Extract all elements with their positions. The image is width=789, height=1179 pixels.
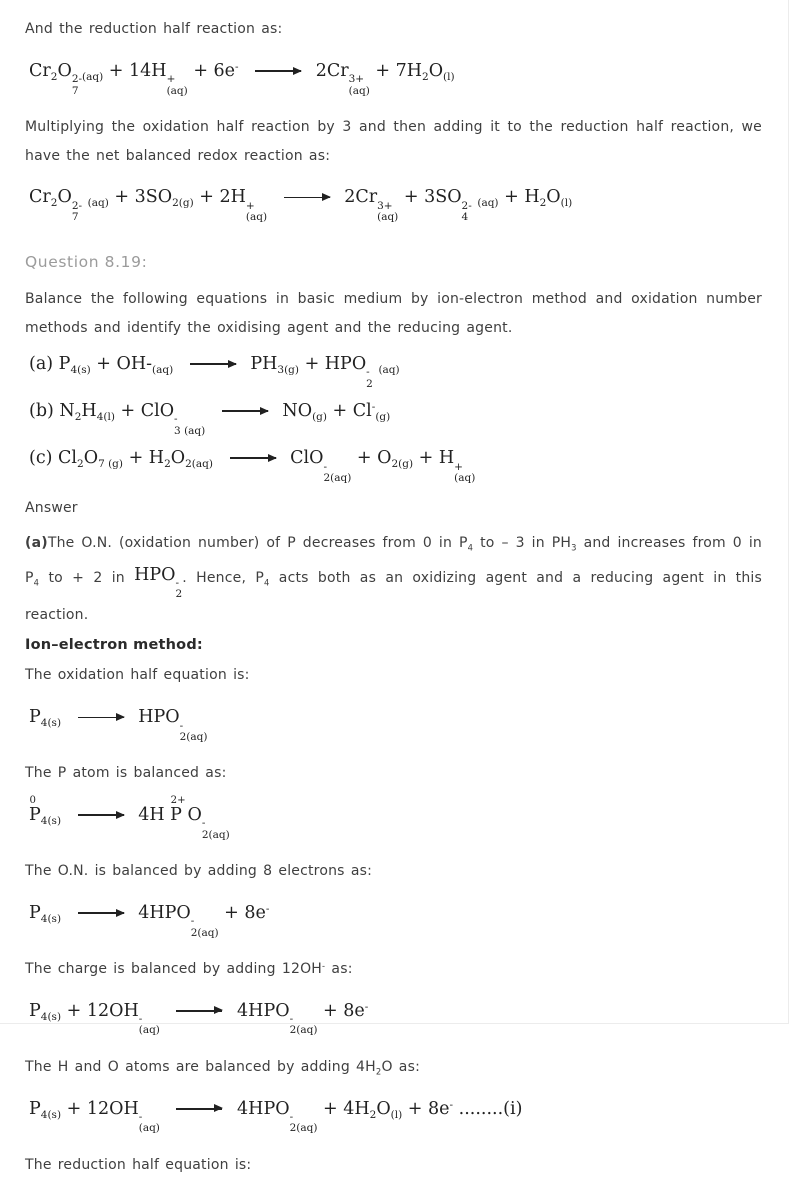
reaction-arrow-icon <box>230 457 276 459</box>
charge-subscript-stack: 2- 4 <box>461 199 472 224</box>
charge-subscript-stack: 2- 7 <box>71 199 83 224</box>
chemical-equation: $P_{4(s)}$ 4HPO - 2(aq) + 8e- <box>29 902 270 939</box>
charge-subscript-stack: - 2(aq) <box>289 1013 318 1037</box>
charge-subscript-stack: - 2 <box>175 577 183 601</box>
paragraph: The P atom is balanced as: <box>25 765 227 782</box>
charge-subscript-stack: - 3 (aq) <box>174 413 206 437</box>
charge-subscript-stack: - 2 <box>366 366 373 390</box>
chemical-equation: $P_{4(s)} + 12OH$ - (aq) 4HPO - 2(aq) + 8e- <box>29 1000 369 1037</box>
document-content <box>25 15 762 1179</box>
charge-subscript-stack: - 2(aq) <box>289 1111 318 1135</box>
charge-subscript-stack: - 2(aq) <box>190 915 219 939</box>
paragraph: Answer <box>25 500 78 517</box>
chemical-equation: $P_{4(s)} + 12OH$ - (aq) 4HPO - 2(aq) + $4H_2O_{(l)} + 8e^-$ ........(i) <box>29 1098 523 1135</box>
charge-subscript-stack: - (aq) <box>138 1111 160 1135</box>
charge-subscript-stack: + (aq) <box>245 199 268 224</box>
charge-subscript-stack: 3+ (aq) <box>377 199 399 224</box>
charge-subscript-stack: - 2(aq) <box>201 817 230 841</box>
charge-subscript-stack: + (aq) <box>454 460 476 484</box>
chemical-equation: (c) $Cl_2O_{7 (g)} + H_2O_{2(aq)}$ ClO - 2(aq) + $O_{2(g)} + H$ + (aq) <box>29 448 476 484</box>
charge-subscript-stack: 3+ (aq) <box>348 73 370 97</box>
reaction-arrow-icon <box>176 1108 222 1110</box>
paragraph: (a)The O.N. (oxidation number) of P decreases from 0 in $P_4$ to – 3 in $PH_3$ and increases from 0 in $P_4$ to + 2 in HPO - 2 . Hence, $P_4$ acts both as an oxidizing agent and a reducing agent in this reaction. <box>25 534 763 623</box>
oxidation-number-stack: 2+ P <box>170 795 186 825</box>
reaction-arrow-icon <box>255 70 301 72</box>
reaction-arrow-icon <box>222 410 268 412</box>
reaction-arrow-icon <box>78 912 124 914</box>
reaction-arrow-icon <box>284 197 330 199</box>
paragraph: The oxidation half equation is: <box>25 667 250 684</box>
reaction-arrow-icon <box>176 1010 222 1012</box>
paragraph: The charge is balanced by adding 12OH- as: <box>25 960 353 977</box>
charge-subscript-stack: - (aq) <box>138 1013 160 1037</box>
charge-subscript-stack: - 2(aq) <box>323 460 352 484</box>
chemical-equation: $P_{4(s)}$ HPO - 2(aq) <box>29 707 208 743</box>
chemical-equation: 0 $P_{4(s)}$ 4H 2+ P O - 2(aq) <box>29 795 230 841</box>
chemical-equation: $Cr_2O$ 2- 7 $_{(aq)}$ + 14H + (aq) + 6e- 2Cr 3+ (aq) + $7H_2O_{(l)}$ <box>29 60 455 97</box>
paragraph: The reduction half equation is: <box>25 1156 252 1173</box>
oxidation-number-stack: 0 P <box>29 795 41 825</box>
question-heading: Question 8.19: <box>25 253 148 272</box>
reaction-arrow-icon <box>190 363 236 365</box>
chemical-equation: $Cr_2O$ 2- 7 $_{(aq)} + 3SO_{2(g)} + 2H$ + (aq) 2Cr 3+ (aq) + 3SO 2- 4 $_{(aq)} + H_2O_{(l)}$ <box>29 187 573 224</box>
reaction-arrow-icon <box>78 717 124 719</box>
paragraph: Multiplying the oxidation half reaction by 3 and then adding it to the reduction half reaction, we have the net balanced redox reaction as: <box>25 118 762 164</box>
charge-subscript-stack: - 2(aq) <box>179 719 208 743</box>
method-heading: Ion–electron method: <box>25 637 203 654</box>
chemical-equation: (b) $N_2H_{4(l)}$ + ClO - 3 (aq) $NO_{(g)} + Cl^-_{(g)}$ <box>29 400 391 437</box>
paragraph: Balance the following equations in basic medium by ion-electron method and oxidation number methods and identify the oxidising agent and the reducing agent. <box>25 291 762 337</box>
reaction-arrow-icon <box>78 814 124 816</box>
charge-subscript-stack: 2- 7 <box>71 73 83 97</box>
chemical-equation: (a) $P_{4(s)} + OH-_{(aq)}$ $PH_{3(g)}$ + HPO - 2 $_{(aq)}$ <box>29 353 400 390</box>
paragraph: The O.N. is balanced by adding 8 electrons as: <box>25 863 373 880</box>
paragraph: The H and O atoms are balanced by adding $4H_2O$ as: <box>25 1058 420 1077</box>
paragraph: And the reduction half reaction as: <box>25 21 283 37</box>
charge-subscript-stack: + (aq) <box>166 73 188 97</box>
inline-formula: HPO - 2 <box>134 564 183 601</box>
